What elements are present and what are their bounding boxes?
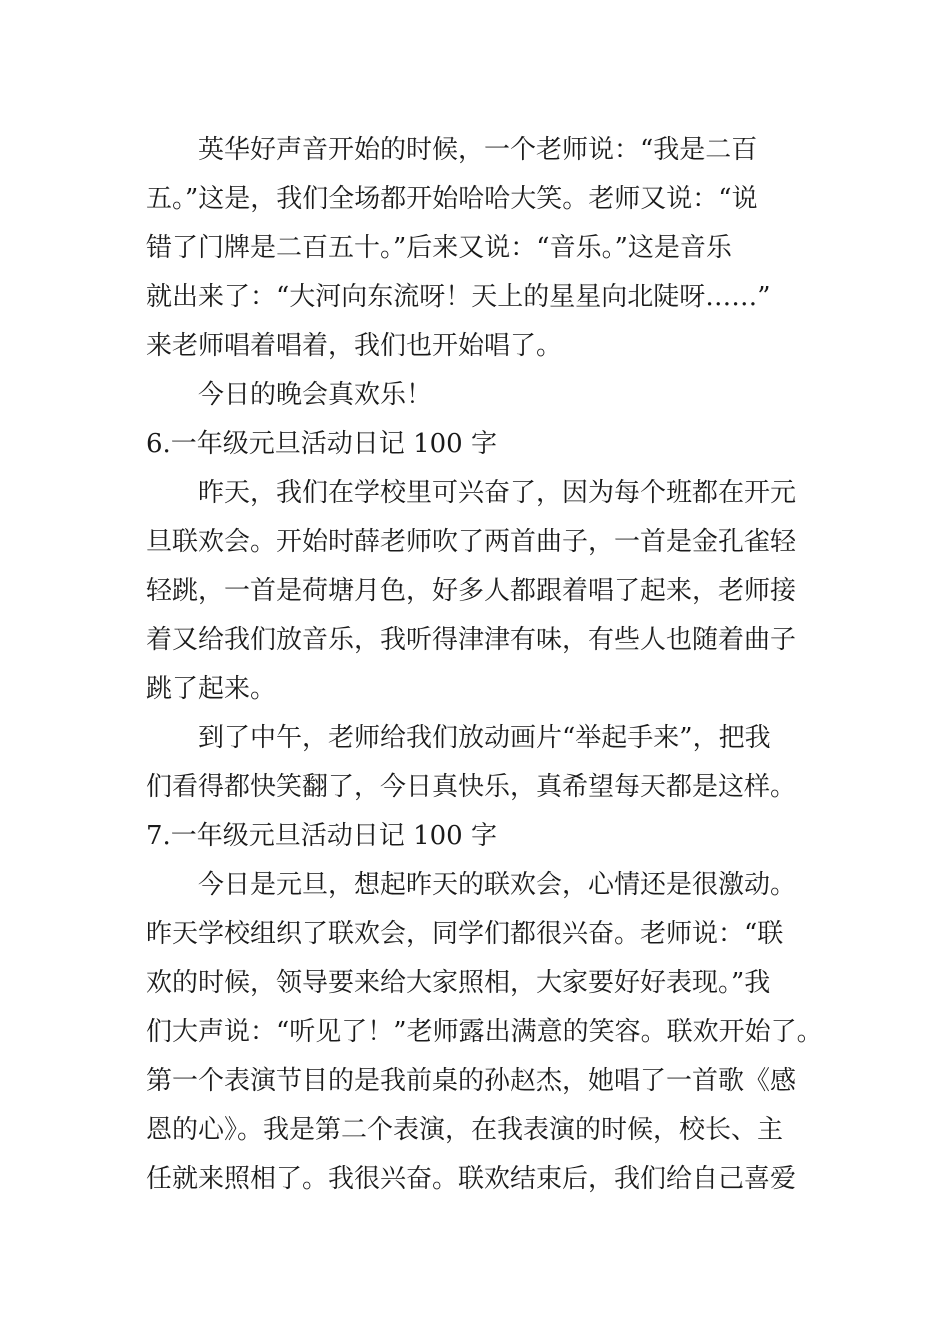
text-line: 们看得都快笑翻了，今日真快乐，真希望每天都是这样。 [146, 772, 797, 802]
text-line: 跳了起来。 [146, 674, 277, 704]
text-line: 就出来了：“大河向东流呀！天上的星星向北陡呀……” [146, 282, 771, 312]
text-line: 五。”这是，我们全场都开始哈哈大笑。老师又说：“说 [146, 184, 758, 214]
text-line: 欢的时候，领导要来给大家照相，大家要好好表现。”我 [146, 968, 771, 998]
heading-text: 7.一年级元旦活动日记 100 字 [146, 821, 497, 851]
text-line: 轻跳，一首是荷塘月色，好多人都跟着唱了起来，老师接 [146, 576, 797, 606]
text-line: 恩的心》。我是第二个表演，在我表演的时候，校长、主 [146, 1115, 784, 1145]
text-line: 们大声说：“听见了！”老师露出满意的笑容。联欢开始了。 [146, 1017, 823, 1047]
text-line: 昨天，我们在学校里可兴奋了，因为每个班都在开元 [198, 478, 797, 508]
text-line: 第一个表演节目的是我前桌的孙赵杰，她唱了一首歌《感 [146, 1066, 797, 1096]
text-line: 旦联欢会。开始时薛老师吹了两首曲子，一首是金孔雀轻 [146, 527, 797, 557]
text-line: 昨天学校组织了联欢会，同学们都很兴奋。老师说：“联 [146, 919, 784, 949]
paragraph [146, 126, 846, 371]
paragraph [146, 714, 846, 812]
document-body [146, 126, 846, 1204]
text-line: 错了门牌是二百五十。”后来又说：“音乐。”这是音乐 [146, 233, 732, 263]
heading-text: 6.一年级元旦活动日记 100 字 [146, 429, 497, 459]
text-line: 英华好声音开始的时候，一个老师说：“我是二百 [198, 135, 758, 165]
text-line: 来老师唱着唱着，我们也开始唱了。 [146, 331, 563, 361]
section-heading [146, 420, 846, 469]
text-line: 着又给我们放音乐，我听得津津有味，有些人也随着曲子 [146, 625, 797, 655]
section-heading [146, 812, 846, 861]
text-line: 任就来照相了。我很兴奋。联欢结束后，我们给自己喜爱 [146, 1164, 797, 1194]
paragraph [146, 469, 846, 714]
text-line: 今日的晚会真欢乐！ [198, 380, 433, 410]
paragraph [146, 861, 846, 1204]
text-line: 今日是元旦，想起昨天的联欢会，心情还是很激动。 [198, 870, 797, 900]
text-line: 到了中午，老师给我们放动画片“举起手来”，把我 [198, 723, 771, 753]
paragraph [146, 371, 846, 420]
